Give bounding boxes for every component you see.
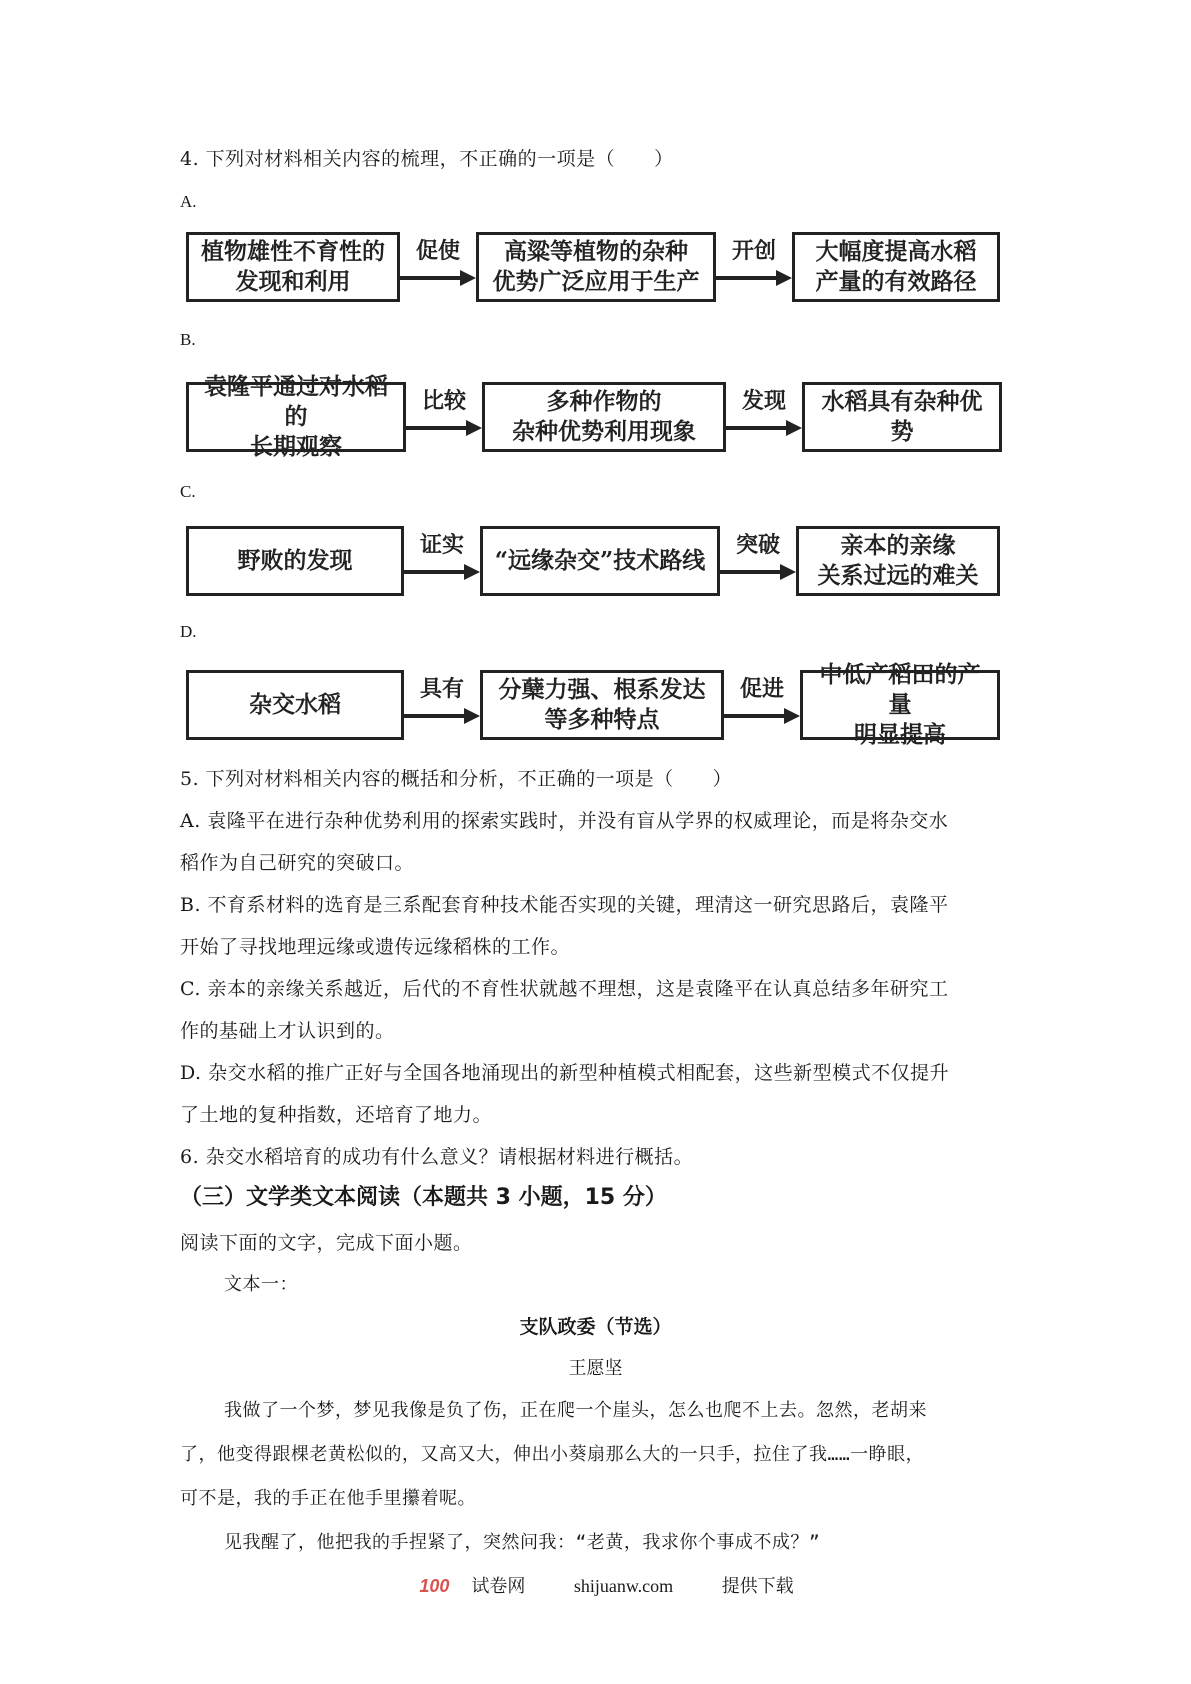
flow-box: 袁隆平通过对水稻的 长期观察 <box>186 382 406 452</box>
q4-option-c-label: C. <box>180 482 196 501</box>
flow-arrow <box>404 670 480 740</box>
text-label: 文本一： <box>224 1274 298 1295</box>
arrow-label: 证实 <box>419 532 464 558</box>
site-url[interactable]: shijuanw.com <box>573 1576 674 1596</box>
flow-arrow <box>726 382 802 452</box>
flow-arrow <box>404 526 480 596</box>
q4-option-c-chain <box>184 526 1004 596</box>
arrow-head-icon <box>776 270 792 286</box>
story-title: 支队政委（节选） <box>519 1316 672 1338</box>
q6-stem: 6. 杂交水稻培育的成功有什么意义？请根据材料进行概括。 <box>180 1146 694 1168</box>
story-author: 王愿坚 <box>568 1358 623 1379</box>
section-heading: （三）文学类文本阅读（本题共 3 小题，15 分） <box>180 1185 667 1210</box>
footer-note: 提供下载 <box>721 1576 794 1596</box>
flow-box: “远缘杂交”技术路线 <box>480 526 720 596</box>
flow-box: 中低产稻田的产量 明显提高 <box>800 670 1000 740</box>
arrow-label: 促使 <box>415 238 460 264</box>
q4-option-b-label: B. <box>180 330 196 349</box>
q5-line: 稻作为自己研究的突破口。 <box>180 852 415 874</box>
site-logo: 100 <box>419 1576 450 1596</box>
arrow-head-icon <box>460 270 476 286</box>
flow-box: 大幅度提高水稻 产量的有效路径 <box>792 232 1000 302</box>
arrow-label: 开创 <box>731 238 776 264</box>
q5-line: 作的基础上才认识到的。 <box>180 1020 395 1042</box>
page-footer <box>0 1572 1191 1598</box>
site-name: 试卷网 <box>471 1576 526 1596</box>
story-paragraph: 了，他变得跟棵老黄松似的，又高又大，伸出小葵扇那么大的一只手，拉住了我……一睁眼， <box>180 1444 925 1465</box>
flow-box: 水稻具有杂种优势 <box>802 382 1002 452</box>
flow-box: 高粱等植物的杂种 优势广泛应用于生产 <box>476 232 716 302</box>
flow-box: 植物雄性不育性的 发现和利用 <box>186 232 400 302</box>
arrow-label: 突破 <box>735 532 780 558</box>
flow-box: 分蘖力强、根系发达 等多种特点 <box>480 670 724 740</box>
arrow-head-icon <box>784 708 800 724</box>
flow-arrow <box>400 232 476 302</box>
flow-box: 亲本的亲缘 关系过远的难关 <box>796 526 1000 596</box>
q4-option-b-chain <box>184 373 1004 460</box>
flow-box: 杂交水稻 <box>186 670 404 740</box>
story-paragraph: 我做了一个梦，梦见我像是负了伤，正在爬一个崖头，怎么也爬不上去。忽然，老胡来 <box>224 1400 927 1421</box>
arrow-label: 具有 <box>419 676 464 702</box>
arrow-head-icon <box>464 564 480 580</box>
q5-line: A. 袁隆平在进行杂种优势利用的探索实践时，并没有盲从学界的权威理论，而是将杂交水 <box>180 810 949 832</box>
arrow-label: 发现 <box>741 388 786 414</box>
q4-stem: 4. 下列对材料相关内容的梳理，不正确的一项是（ ） <box>180 148 674 170</box>
story-paragraph: 可不是，我的手正在他手里攥着呢。 <box>180 1488 476 1509</box>
q5-line: B. 不育系材料的选育是三系配套育种技术能否实现的关键，理清这一研究思路后，袁隆平 <box>180 894 949 916</box>
flow-arrow <box>724 670 800 740</box>
arrow-label: 比较 <box>421 388 466 414</box>
flow-arrow <box>406 382 482 452</box>
q5-line: C. 亲本的亲缘关系越近，后代的不育性状就越不理想，这是袁隆平在认真总结多年研究工 <box>180 978 949 1000</box>
story-paragraph: 见我醒了，他把我的手捏紧了，突然问我：“老黄，我求你个事成不成？” <box>224 1532 821 1553</box>
arrow-head-icon <box>786 420 802 436</box>
section-instruction: 阅读下面的文字，完成下面小题。 <box>180 1232 473 1254</box>
arrow-head-icon <box>464 708 480 724</box>
q5-line: D. 杂交水稻的推广正好与全国各地涌现出的新型种植模式相配套，这些新型模式不仅提升 <box>180 1062 950 1084</box>
flow-box: 野败的发现 <box>186 526 404 596</box>
q5-line: 了土地的复种指数，还培育了地力。 <box>180 1104 493 1126</box>
q5-stem: 5. 下列对材料相关内容的概括和分析，不正确的一项是（ ） <box>180 768 733 790</box>
q4-option-d-label: D. <box>180 622 197 641</box>
arrow-head-icon <box>466 420 482 436</box>
q5-line: 开始了寻找地理远缘或遗传远缘稻株的工作。 <box>180 936 571 958</box>
flow-arrow <box>720 526 796 596</box>
arrow-label: 促进 <box>739 676 784 702</box>
arrow-head-icon <box>780 564 796 580</box>
flow-arrow <box>716 232 792 302</box>
q4-option-a-chain <box>184 232 1004 302</box>
q4-option-d-chain <box>184 661 1004 748</box>
q4-option-a-label: A. <box>180 192 197 211</box>
flow-box: 多种作物的 杂种优势利用现象 <box>482 382 726 452</box>
